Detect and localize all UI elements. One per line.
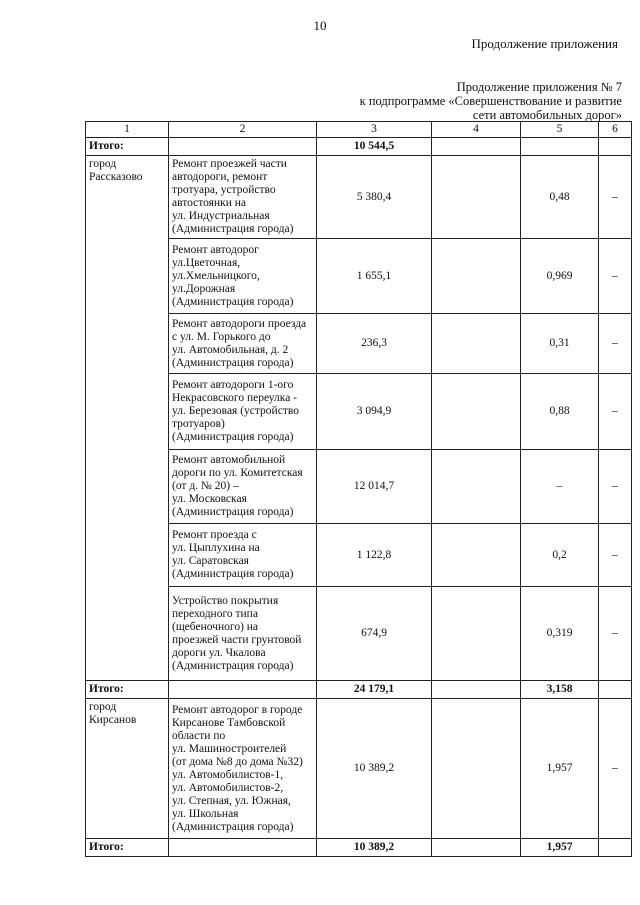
table-cell: [169, 681, 317, 699]
table-cell: [599, 681, 632, 699]
continuation-note: Продолжение приложения: [471, 36, 618, 51]
total-amount: 10 389,2: [317, 839, 432, 857]
city-name: город Кирсанов: [86, 699, 169, 839]
total-row: [86, 839, 632, 857]
table-cell: [169, 138, 317, 156]
col6-cell: –: [599, 156, 632, 239]
table-row: [86, 156, 632, 239]
table-cell: [432, 138, 521, 156]
length-cell: 0,2: [521, 524, 599, 587]
table-cell: [432, 156, 521, 239]
work-description: Ремонт проезжей части автодороги, ремонт тротуара, устройство автостоянки на ул. Индустриальная (Администрация города): [169, 156, 317, 239]
total-row: [86, 138, 632, 156]
col6-cell: –: [599, 374, 632, 450]
work-description: Устройство покрытия переходного типа (щебеночного) на проезжей части грунтовой дороги ул. Чкалова (Администрация города): [169, 587, 317, 681]
length-cell: 0,48: [521, 156, 599, 239]
total-row: [86, 681, 632, 699]
total-amount: 10 544,5: [317, 138, 432, 156]
table-cell: [432, 587, 521, 681]
column-header: 1: [86, 122, 169, 138]
total-label: Итого:: [86, 138, 169, 156]
table-cell: [432, 699, 521, 839]
column-header: 6: [599, 122, 632, 138]
column-header: 5: [521, 122, 599, 138]
total-label: Итого:: [86, 839, 169, 857]
column-header: 4: [432, 122, 521, 138]
col6-cell: –: [599, 587, 632, 681]
page-number: 10: [313, 18, 327, 33]
col6-cell: –: [599, 450, 632, 524]
length-cell: 0,969: [521, 239, 599, 314]
table-cell: [599, 138, 632, 156]
work-description: Ремонт проезда с ул. Цыплухина на ул. Саратовская (Администрация города): [169, 524, 317, 587]
length-cell: 0,88: [521, 374, 599, 450]
column-header: 2: [169, 122, 317, 138]
total-label: Итого:: [86, 681, 169, 699]
total-length: 3,158: [521, 681, 599, 699]
table-cell: [432, 681, 521, 699]
work-description: Ремонт автодороги проезда с ул. М. Горького до ул. Автомобильная, д. 2 (Администрация города): [169, 314, 317, 374]
table-row: [86, 699, 632, 839]
total-amount: 24 179,1: [317, 681, 432, 699]
length-cell: 0,31: [521, 314, 599, 374]
table-cell: [599, 839, 632, 857]
work-description: Ремонт автодорог в городе Кирсанове Тамбовской области по ул. Машиностроителей (от дома №8 до дома №32) ул. Автомобилистов-1, ул. Автомобилистов-2, ул. Степная, ул. Южная, ул. Школьная (Администрация города): [169, 699, 317, 839]
appendix-heading: [322, 80, 622, 122]
column-header: 3: [317, 122, 432, 138]
amount-cell: 5 380,4: [317, 156, 432, 239]
amount-cell: 1 655,1: [317, 239, 432, 314]
header-row: [86, 122, 632, 138]
col6-cell: –: [599, 524, 632, 587]
col6-cell: –: [599, 314, 632, 374]
work-description: Ремонт автодороги 1-ого Некрасовского переулка - ул. Березовая (устройство тротуаров) (Администрация города): [169, 374, 317, 450]
table-cell: [432, 314, 521, 374]
amount-cell: 12 014,7: [317, 450, 432, 524]
amount-cell: 1 122,8: [317, 524, 432, 587]
table-cell: [432, 239, 521, 314]
table-cell: [169, 839, 317, 857]
table-cell: [432, 450, 521, 524]
length-cell: 1,957: [521, 699, 599, 839]
total-length: [521, 138, 599, 156]
amount-cell: 10 389,2: [317, 699, 432, 839]
table-cell: [432, 374, 521, 450]
appendix-heading-line: Продолжение приложения № 7: [456, 80, 622, 94]
length-cell: –: [521, 450, 599, 524]
col6-cell: –: [599, 239, 632, 314]
amount-cell: 3 094,9: [317, 374, 432, 450]
appendix-heading-line: сети автомобильных дорог»: [472, 108, 622, 122]
appendix-heading-line: к подпрограмме «Совершенствование и развитие: [359, 94, 622, 108]
table-cell: [432, 839, 521, 857]
total-length: 1,957: [521, 839, 599, 857]
amount-cell: 236,3: [317, 314, 432, 374]
work-description: Ремонт автомобильной дороги по ул. Комитетская (от д. № 20) – ул. Московская (Администрация города): [169, 450, 317, 524]
amount-cell: 674,9: [317, 587, 432, 681]
program-table: [85, 121, 632, 857]
col6-cell: –: [599, 699, 632, 839]
work-description: Ремонт автодорог ул.Цветочная, ул.Хмельницкого, ул.Дорожная (Администрация города): [169, 239, 317, 314]
table-cell: [432, 524, 521, 587]
length-cell: 0,319: [521, 587, 599, 681]
city-name: город Рассказово: [86, 156, 169, 681]
